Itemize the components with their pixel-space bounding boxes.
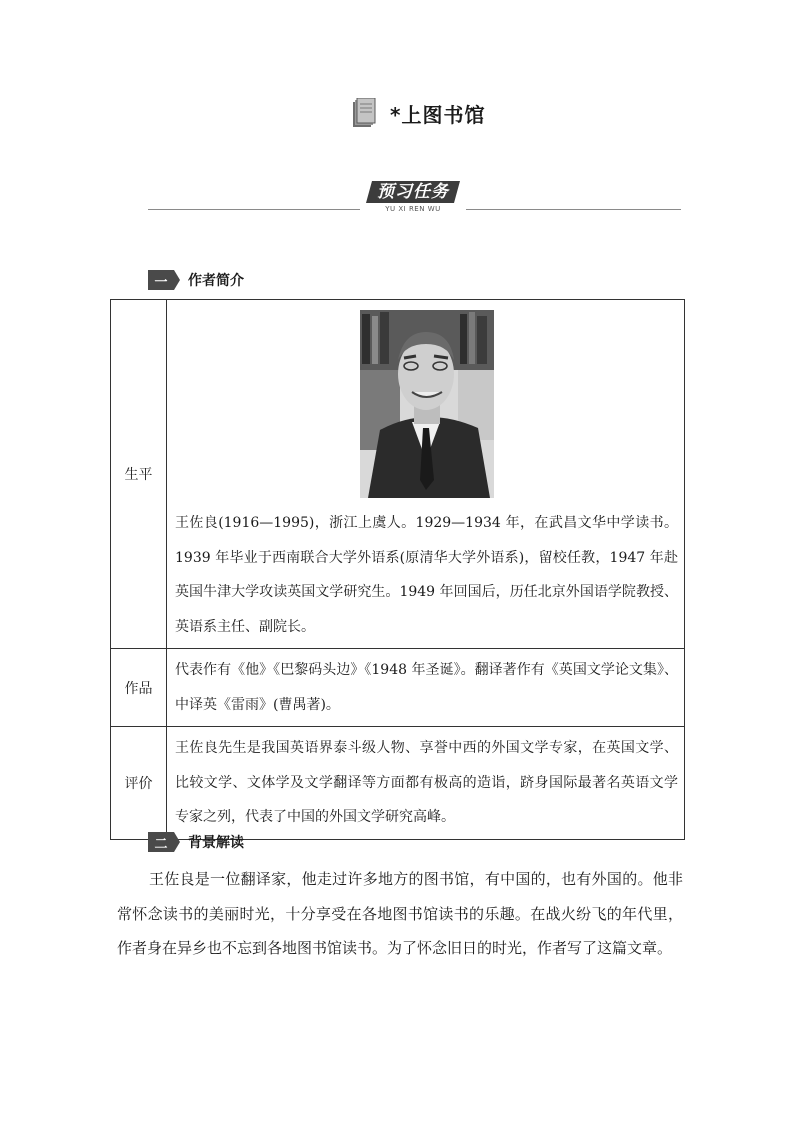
section-heading-author xyxy=(148,269,244,291)
author-portrait-photo xyxy=(360,310,494,498)
table-row-evaluation xyxy=(111,727,685,840)
background-paragraph: 王佐良是一位翻译家，他走过许多地方的图书馆，有中国的，也有外国的。他非常怀念读书的美丽时光，十分享受在各地图书馆读书的乐趣。在战火纷飞的年代里，作者身在异乡也不忘到各地图书馆读书。为了怀念旧日的时光，作者写了这篇文章。 xyxy=(117,870,683,958)
row-content-evaluation: 王佐良先生是我国英语界泰斗级人物、享誉中西的外国文学专家，在英国文学、比较文学、文体学及文学翻译等方面都有极高的造诣，跻身国际最著名英语文学专家之列，代表了中国的外国文学研究高峰。 xyxy=(167,727,685,840)
row-header: 评价 xyxy=(111,727,167,840)
page-title-block xyxy=(352,96,485,130)
section-number-badge: 一 xyxy=(148,270,174,290)
table-row-life xyxy=(111,300,685,649)
row-header: 生平 xyxy=(111,300,167,649)
page-title: *上图书馆 xyxy=(390,102,486,127)
life-text: 王佐良(1916—1995)，浙江上虞人。1929—1934 年，在武昌文华中学读书。1939 年毕业于西南联合大学外语系(原清华大学外语系)，留校任教，1947 年赴英国牛津大学攻读英国文学研究生。1949 年回国后，历任北京外国语学院教授、英语系主任、副院长。 xyxy=(175,515,678,635)
row-content-life xyxy=(167,300,685,649)
banner-label: 预习任务 xyxy=(377,182,449,202)
row-content-works: 代表作有《他》《巴黎码头边》《1948 年圣诞》。翻译著作有《英国文学论文集》、中译英《雷雨》(曹禺著)。 xyxy=(167,649,685,727)
section-label: 作者简介 xyxy=(188,273,244,289)
banner-subtitle: YU XI REN WU xyxy=(385,205,441,213)
divider-right xyxy=(466,209,681,210)
section-heading-background xyxy=(148,831,244,853)
section-label: 背景解读 xyxy=(188,835,244,851)
row-header: 作品 xyxy=(111,649,167,727)
divider-left xyxy=(148,209,360,210)
book-icon xyxy=(352,98,376,128)
author-info-table xyxy=(110,299,685,840)
table-row-works xyxy=(111,649,685,727)
section-number-badge: 二 xyxy=(148,832,174,852)
